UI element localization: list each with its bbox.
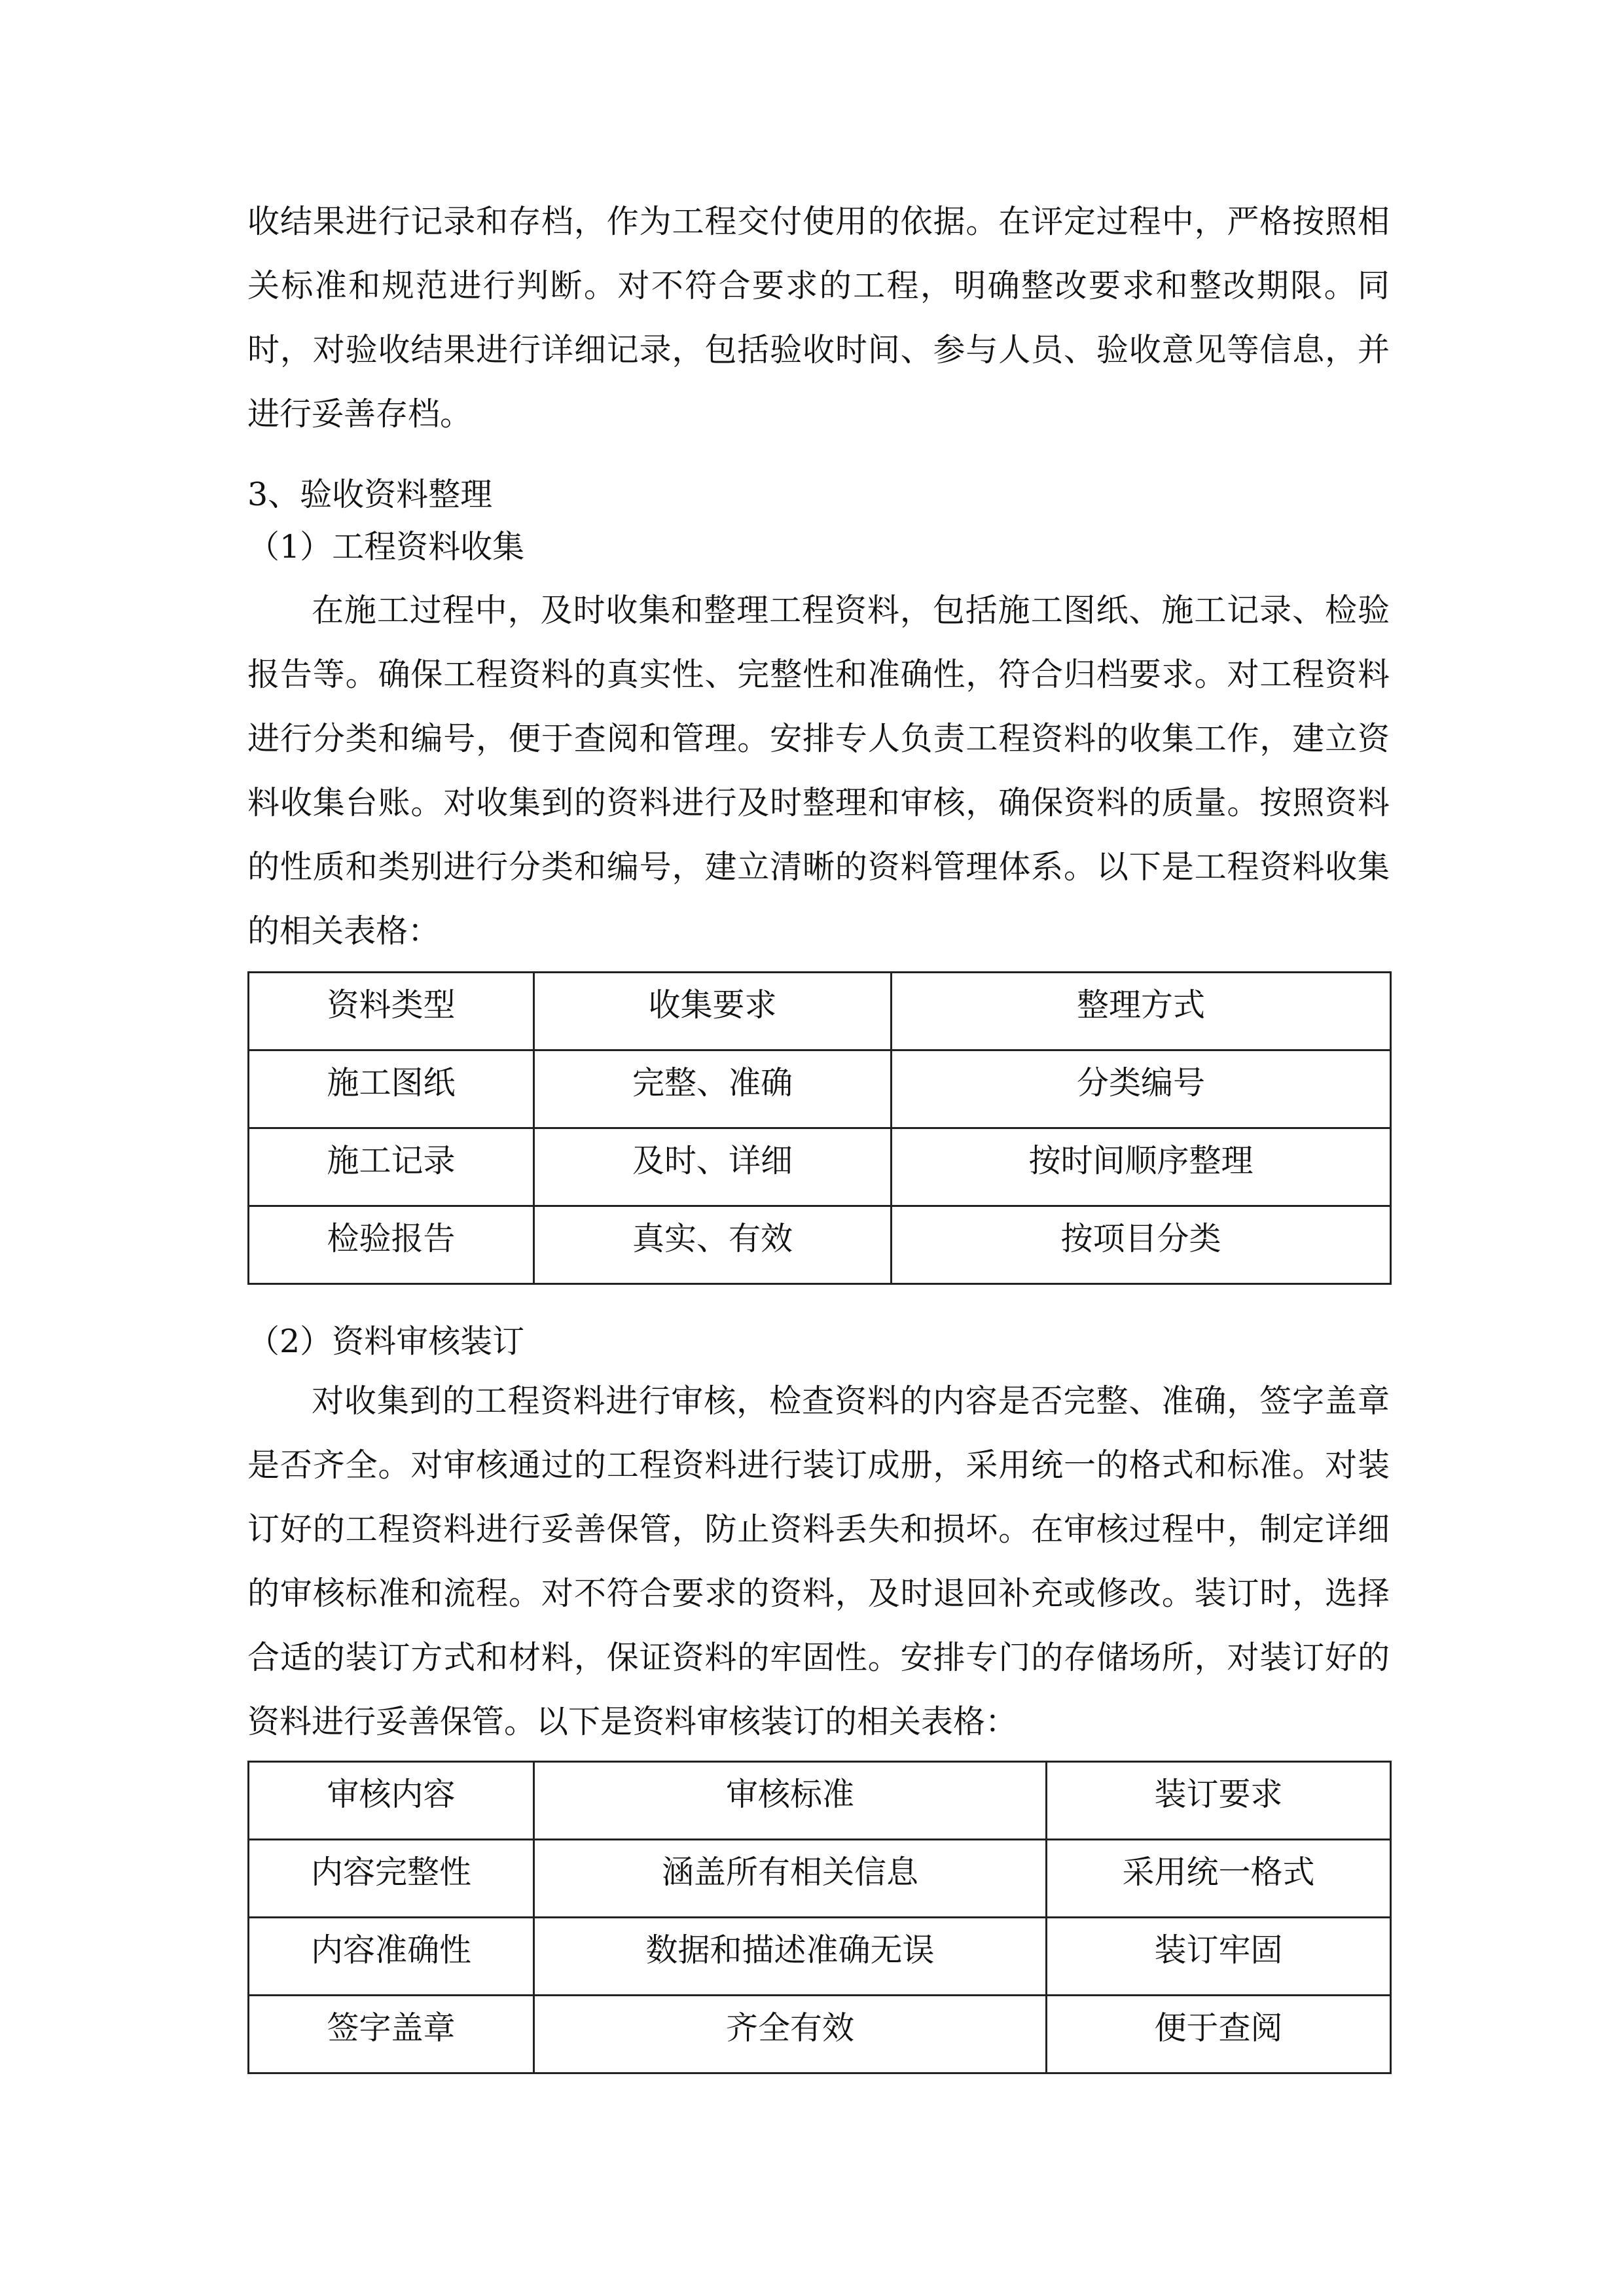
table-header-cell: 资料类型 bbox=[249, 973, 534, 1050]
table-row bbox=[249, 1128, 1391, 1206]
table-header-cell: 整理方式 bbox=[892, 973, 1391, 1050]
subsection-heading: （1）工程资料收集 bbox=[247, 528, 525, 565]
table-cell: 内容完整性 bbox=[249, 1840, 534, 1918]
table-cell: 涵盖所有相关信息 bbox=[534, 1840, 1047, 1918]
subsection-heading: （2）资料审核装订 bbox=[247, 1323, 525, 1360]
table-cell: 内容准确性 bbox=[249, 1918, 534, 1996]
table-row bbox=[249, 1840, 1391, 1918]
table-cell: 及时、详细 bbox=[534, 1128, 892, 1206]
table-cell: 装订牢固 bbox=[1047, 1918, 1391, 1996]
table-cell: 真实、有效 bbox=[534, 1206, 892, 1284]
section-heading: 3、验收资料整理 bbox=[247, 476, 493, 513]
table-row bbox=[249, 1918, 1391, 1996]
table-cell: 按项目分类 bbox=[892, 1206, 1391, 1284]
table-cell: 便于查阅 bbox=[1047, 1996, 1391, 2073]
table-header-row bbox=[249, 1762, 1391, 1840]
paragraph-acceptance-records: 收结果进行记录和存档，作为工程交付使用的依据。在评定过程中，严格按照相关标准和规范进行判断。对不符合要求的工程，明确整改要求和整改期限。同时，对验收结果进行详细记录，包括验收时间、参与人员、验收意见等信息，并进行妥善存档。 bbox=[247, 203, 1390, 433]
table-row bbox=[249, 1206, 1391, 1284]
table-header-cell: 装订要求 bbox=[1047, 1762, 1391, 1840]
table-cell: 数据和描述准确无误 bbox=[534, 1918, 1047, 1996]
table-header-row bbox=[249, 973, 1391, 1050]
table-cell: 签字盖章 bbox=[249, 1996, 534, 2073]
table-cell: 分类编号 bbox=[892, 1050, 1391, 1128]
table-cell: 采用统一格式 bbox=[1047, 1840, 1391, 1918]
table-cell: 施工图纸 bbox=[249, 1050, 534, 1128]
table-cell: 按时间顺序整理 bbox=[892, 1128, 1391, 1206]
table-cell: 检验报告 bbox=[249, 1206, 534, 1284]
paragraph-data-collection: 在施工过程中，及时收集和整理工程资料，包括施工图纸、施工记录、检验报告等。确保工程资料的真实性、完整性和准确性，符合归档要求。对工程资料进行分类和编号，便于查阅和管理。安排专人负责工程资料的收集工作，建立资料收集台账。对收集到的资料进行及时整理和审核，确保资料的质量。按照资料的性质和类别进行分类和编号，建立清晰的资料管理体系。以下是工程资料收集的相关表格： bbox=[247, 592, 1390, 950]
paragraph-review-binding: 对收集到的工程资料进行审核，检查资料的内容是否完整、准确，签字盖章是否齐全。对审核通过的工程资料进行装订成册，采用统一的格式和标准。对装订好的工程资料进行妥善保管，防止资料丢失和损坏。在审核过程中，制定详细的审核标准和流程。对不符合要求的资料，及时退回补充或修改。装订时，选择合适的装订方式和材料，保证资料的牢固性。安排专门的存储场所，对装订好的资料进行妥善保管。以下是资料审核装订的相关表格： bbox=[247, 1382, 1390, 1740]
table-header-cell: 收集要求 bbox=[534, 973, 892, 1050]
collection-table bbox=[247, 971, 1392, 1285]
table-row bbox=[249, 1996, 1391, 2073]
table-cell: 施工记录 bbox=[249, 1128, 534, 1206]
table-cell: 完整、准确 bbox=[534, 1050, 892, 1128]
review-binding-table bbox=[247, 1761, 1392, 2074]
table-cell: 齐全有效 bbox=[534, 1996, 1047, 2073]
table-row bbox=[249, 1050, 1391, 1128]
table-header-cell: 审核标准 bbox=[534, 1762, 1047, 1840]
table-header-cell: 审核内容 bbox=[249, 1762, 534, 1840]
